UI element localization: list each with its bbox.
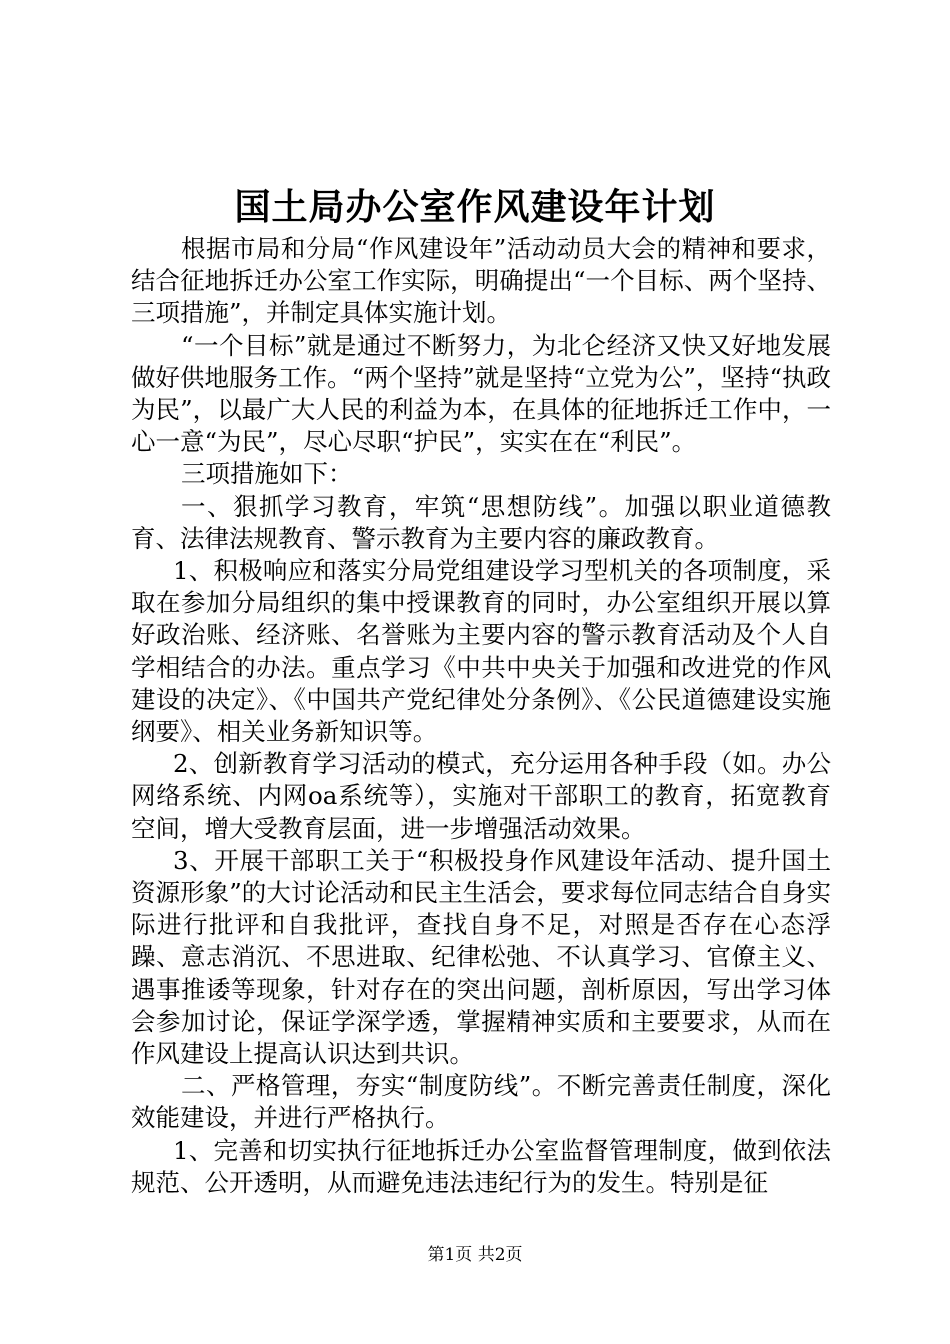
paragraph-measures-heading: 三项措施如下： [181,459,353,489]
document-body [131,233,831,1199]
paragraph-goal: “一个目标”就是通过不断努力，为北仑经济又快又好地发展做好供地服务工作。“两个坚持”就是坚持“立党为公”，坚持“执政为民”，以最广大人民的利益为本，在具体的征地拆迁工作中，一心一意“为民”，尽心尽职“护民”，实实在在“利民”。 [131,330,831,457]
paragraph-item-3: 3、开展干部职工关于“积极投身作风建设年活动、提升国土资源形象”的大讨论活动和民主生活会，要求每位同志结合自身实际进行批评和自我批评，查找自身不足，对照是否存在心态浮躁、意志消沉、不思进取、纪律松弛、不认真学习、官僚主义、遇事推诿等现象，针对存在的突出问题，剖析原因，写出学习体会参加讨论，保证学深学透，掌握精神实质和主要要求，从而在作风建设上提高认识达到共识。 [131,845,831,1069]
paragraph-section-two-item-1: 1、完善和切实执行征地拆迁办公室监督管理制度，做到依法规范、公开透明，从而避免违法违纪行为的发生。特别是征 [131,1135,831,1197]
document-title: 国土局办公室作风建设年计划 [234,186,716,228]
paragraph-item-2: 2、创新教育学习活动的模式，充分运用各种手段（如。办公网络系统、内网oa系统等），实施对干部职工的教育，拓宽教育空间，增大受教育层面，进一步增强活动效果。 [131,749,831,843]
paragraph-intro: 根据市局和分局“作风建设年”活动动员大会的精神和要求，结合征地拆迁办公室工作实际，明确提出“一个目标、两个坚持、三项措施”，并制定具体实施计划。 [131,234,831,328]
paragraph-section-two: 二、严格管理，夯实“制度防线”。不断完善责任制度，深化效能建设，并进行严格执行。 [131,1071,831,1133]
paragraph-section-one: 一、狠抓学习教育，牢筑“思想防线”。加强以职业道德教育、法律法规教育、警示教育为主要内容的廉政教育。 [131,491,831,553]
page-footer: 第1页 共2页 [427,1245,523,1265]
paragraph-item-1: 1、积极响应和落实分局党组建设学习型机关的各项制度，采取在参加分局组织的集中授课教育的同时，办公室组织开展以算好政治账、经济账、名誉账为主要内容的警示教育活动及个人自学相结合的办法。重点学习《中共中央关于加强和改进党的作风建设的决定》、《中国共产党纪律处分条例》、《公民道德建设实施纲要》、相关业务新知识等。 [131,556,831,747]
